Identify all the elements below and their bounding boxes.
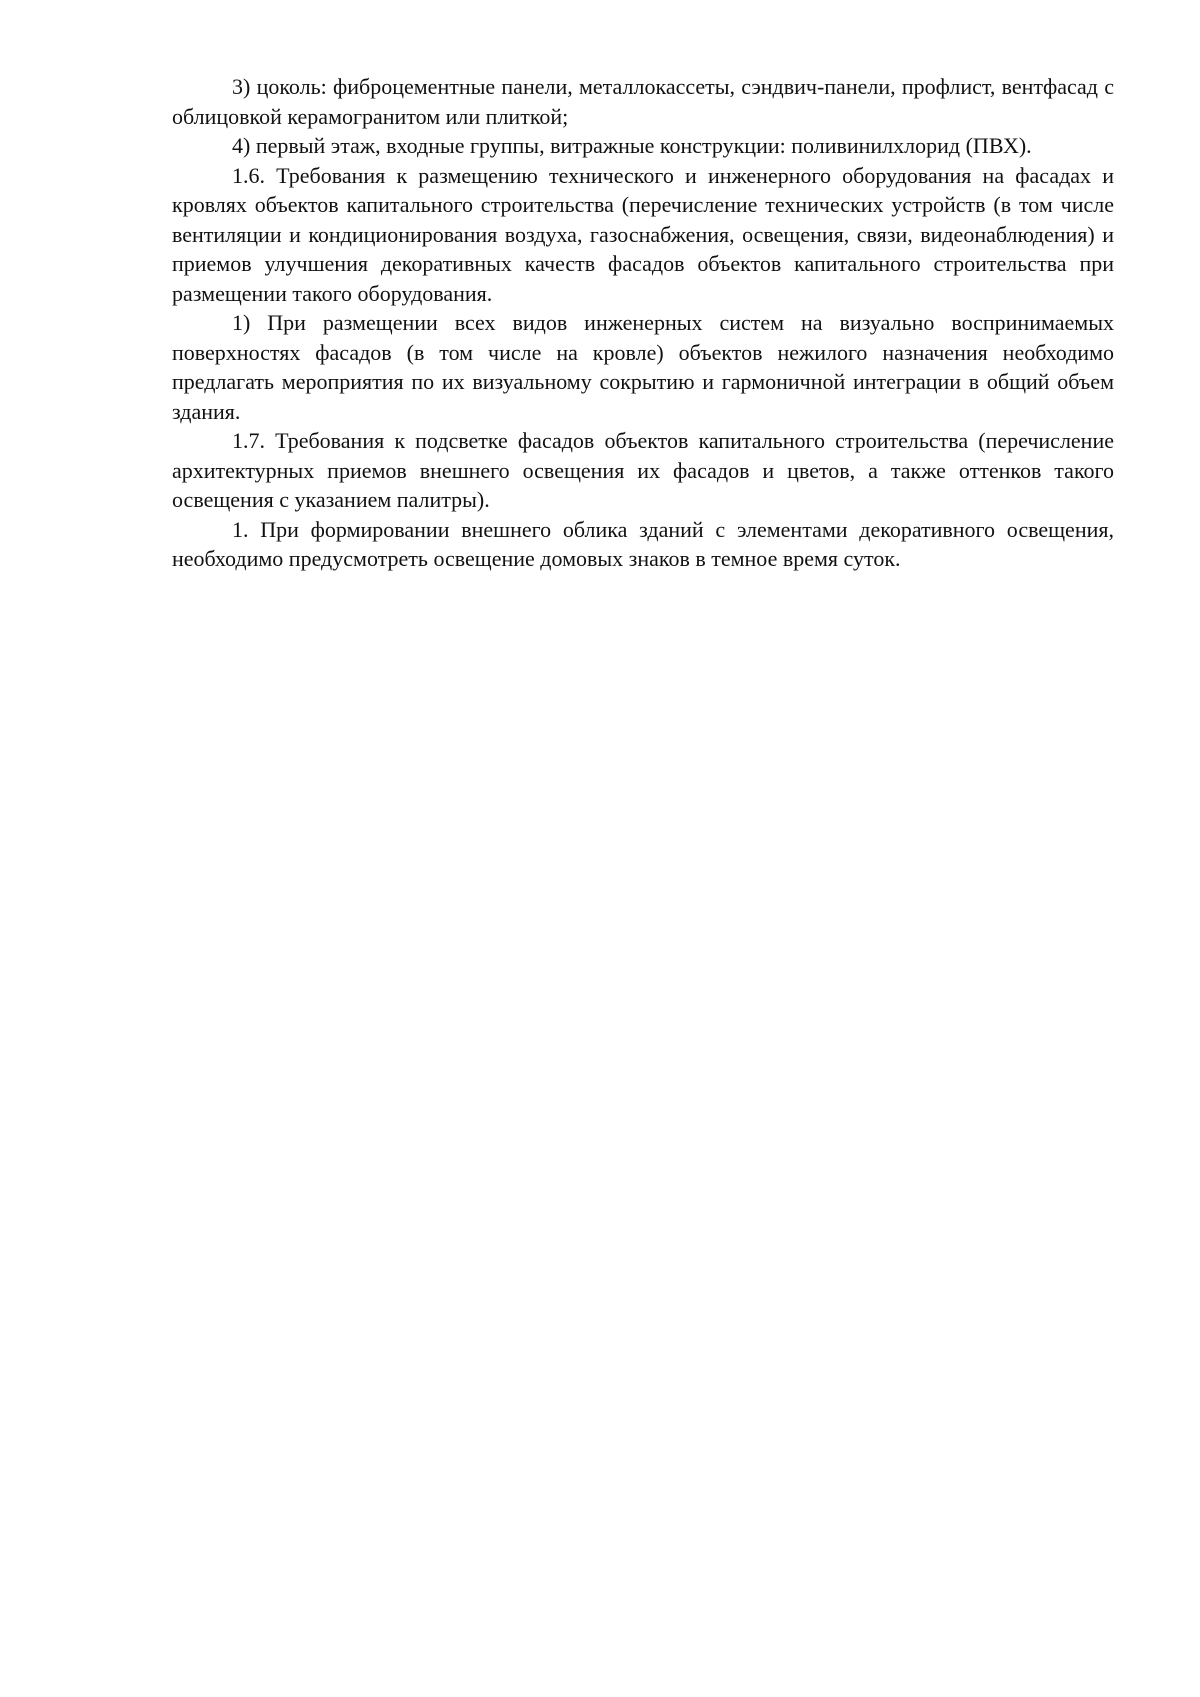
paragraph-plinth-materials: 3) цоколь: фиброцементные панели, металлокассеты, сэндвич-панели, профлист, вентфасад с облицовкой керамогранитом или плиткой; [172, 74, 1114, 129]
paragraph-section-1-6: 1.6. Требования к размещению технического и инженерного оборудования на фасадах и кровлях объектов капитального строительства (перечисление технических устройств (в том числе вентиляции и кондиционирования воздуха, газоснабжения, освещения, связи, видеонаблюдения) и приемов улучшения декоративных качеств фасадов объектов капитального строительства при размещении такого оборудования. [172, 162, 1114, 306]
paragraph-engineering-systems: 1) При размещении всех видов инженерных систем на визуально воспринимаемых поверхностях фасадов (в том числе на кровле) объектов нежилого назначения необходимо предлагать мероприятия по их визуальному сокрытию и гармоничной интеграции в общий объем здания. [172, 310, 1114, 424]
paragraph-decorative-lighting: 1. При формировании внешнего облика зданий с элементами декоративного освещения, необходимо предусмотреть освещение домовых знаков в темное время суток. [172, 516, 1114, 571]
paragraph-section-1-7: 1.7. Требования к подсветке фасадов объектов капитального строительства (перечисление архитектурных приемов внешнего освещения их фасадов и цветов, а также оттенков такого освещения с указанием палитры). [172, 428, 1114, 512]
document-body [172, 72, 1114, 574]
paragraph-first-floor-materials: 4) первый этаж, входные группы, витражные конструкции: поливинилхлорид (ПВХ). [232, 133, 1032, 158]
